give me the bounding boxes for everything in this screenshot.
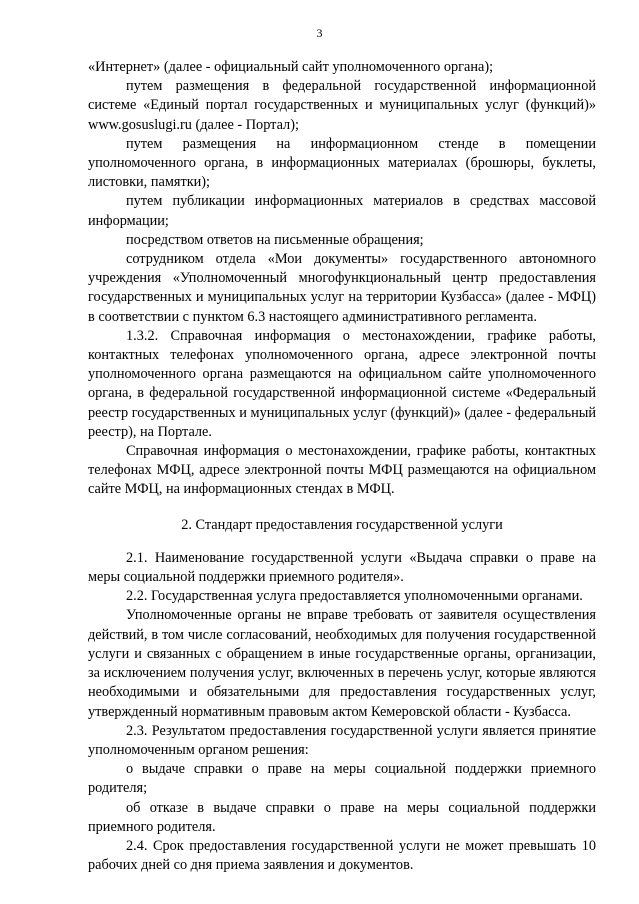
paragraph-2-3: 2.3. Результатом предоставления государственной услуги является принятие уполномоченным органом решения: <box>88 722 596 758</box>
paragraph-portal: путем размещения в федеральной государственной информационной системе «Единый портал государственных и муниципальных услуг (функций)» www.gosuslugi.ru (далее - Портал); <box>88 78 596 133</box>
paragraph-2-1: 2.1. Наименование государственной услуги «Выдача справки о праве на меры социальной поддержки приемного родителя». <box>88 549 596 586</box>
paragraph-written-requests: посредством ответов на письменные обращения; <box>126 231 424 248</box>
page-number: 3 <box>316 26 323 40</box>
paragraph-mfc-reference-info: Справочная информация о местонахождении, графике работы, контактных телефонах МФЦ, адресе электронной почты МФЦ размещаются на официальном сайте МФЦ, на информационных стендах в МФЦ. <box>88 443 596 498</box>
paragraph-authorized-bodies: Уполномоченные органы не вправе требовать от заявителя осуществления действий, в том числе согласований, необходимых для получения государственной услуги и связанных с обращением в иные государственные органы, организации, за исключением получения услуг, включенных в перечень услуг, которые являются необходимыми и обязательными для предоставления государственных услуг, утвержденный нормативным правовым актом Кемеровской области - Кузбасса. <box>88 607 596 720</box>
section-heading: 2. Стандарт предоставления государственной услуги <box>181 516 503 533</box>
paragraph-internet-site: «Интернет» (далее - официальный сайт уполномоченного органа); <box>88 59 494 75</box>
paragraph-issue-certificate: о выдаче справки о праве на меры социальной поддержки приемного родителя; <box>88 761 596 797</box>
paragraph-mfc-staff: сотрудником отдела «Мои документы» государственного автономного учреждения «Уполномоченный многофункциональный центр предоставления государственных и муниципальных услуг на территории Кузбасса» (далее - МФЦ) в соответствии с пунктом 6.3 настоящего административного регламента. <box>88 251 596 325</box>
paragraph-info-stand: путем размещения на информационном стенде в помещении уполномоченного органа, в информационных материалах (брошюры, буклеты, листовки, памятки); <box>88 135 596 191</box>
paragraph-2-4: 2.4. Срок предоставления государственной услуги не может превышать 10 рабочих дней со дня приема заявления и документов. <box>88 837 596 874</box>
paragraph-1-3-2: 1.3.2. Справочная информация о местонахождении, графике работы, контактных телефонах уполномоченного органа, адресе электронной почты уполномоченного органа размещаются на официальном сайте уполномоченного органа, в федеральной государственной информационной системе «Федеральный реестр государственных и муниципальных услуг (функций)» (далее - федеральный реестр), на Портале. <box>88 327 596 440</box>
paragraph-mass-media: путем публикации информационных материалов в средствах массовой информации; <box>88 193 596 229</box>
paragraph-2-2: 2.2. Государственная услуга предоставляется уполномоченными органами. <box>126 588 583 605</box>
paragraph-refusal: об отказе в выдаче справки о праве на меры социальной поддержки приемного родителя. <box>88 799 596 835</box>
document-body <box>88 58 596 875</box>
